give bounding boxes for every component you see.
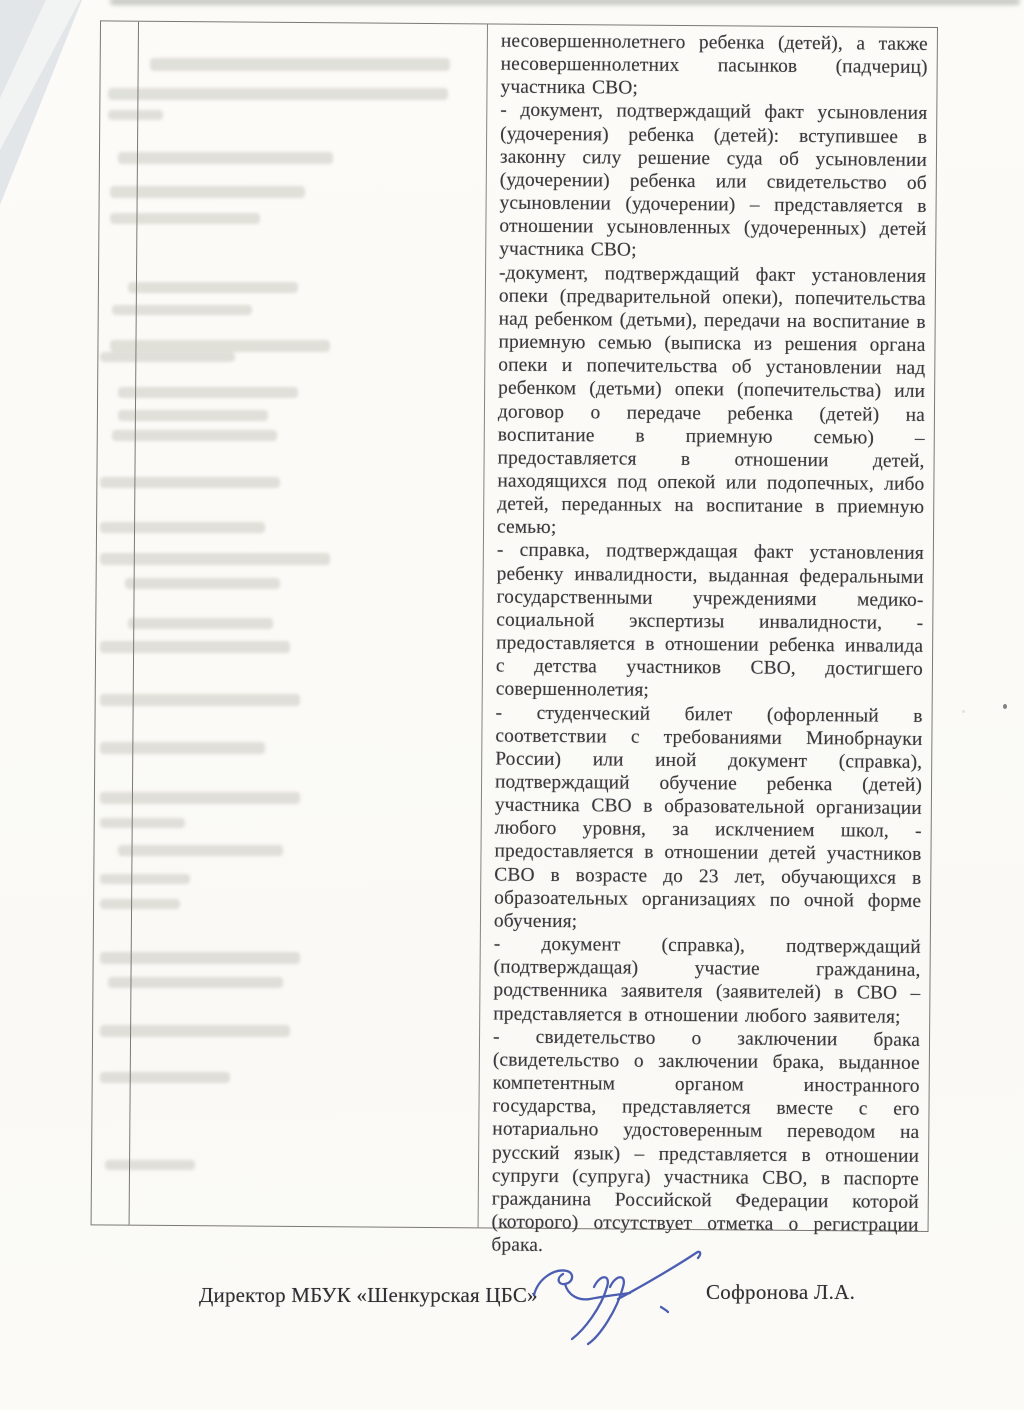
bleed-through-artifact: [125, 578, 280, 589]
bleed-through-artifact: [100, 818, 185, 828]
document-paragraph: - документ, подтверждащий факт усыновления (удочерения) ребенка (детей): вступившее в законну силу решение суда об усыновлении (удочерении) ребенка или свидетельство об усыновлении (удочерении) – представляется в отношении усыновленных (удочеренных) детей участника СВО;: [499, 100, 928, 262]
bleed-through-artifact: [150, 58, 450, 71]
bleed-through-artifact: [100, 352, 235, 362]
bleed-through-artifact: [108, 977, 283, 988]
bleed-through-artifact: [112, 430, 277, 441]
bleed-through-artifact: [118, 152, 333, 164]
bleed-through-artifact: [118, 845, 283, 856]
scan-top-edge-artifact: [110, 0, 1020, 5]
document-paragraph: - свидетельство о заключении брака (свидетельство о заключении брака, выданное компетентным органом иностранного государства, представляется вместе с его нотариально удостоверенным переводом на русский язык) – представляется в отношении супруги (супруга) участника СВО, в паспорте гражданина Российской Федерации которой (которого) отсутствует отметка о регистрации брака.: [491, 1026, 921, 1257]
bleed-through-artifact: [100, 641, 290, 653]
document-paragraph: - документ (справка), подтверждащий (подтверждащая) участие гражданина, родственника заявителя (заявителей) в СВО – представляется в отношении любого заявителя;: [493, 933, 921, 1028]
bleed-through-artifact: [100, 874, 190, 884]
bleed-through-artifact: [100, 952, 300, 964]
bleed-through-artifact: [128, 282, 298, 293]
bleed-through-artifact: [100, 522, 265, 533]
bleed-through-artifact: [100, 899, 180, 909]
bleed-through-artifact: [118, 387, 298, 398]
bleed-through-artifact: [110, 186, 305, 198]
bleed-through-artifact: [100, 1072, 230, 1083]
bleed-through-artifact: [110, 340, 330, 352]
bleed-through-artifact: [100, 1025, 290, 1037]
signatory-title: Директор МБУК «Шенкурская ЦБС»: [199, 1283, 538, 1307]
handwritten-signature-icon: [518, 1243, 718, 1363]
bleed-through-artifact: [100, 553, 330, 565]
ink-speck-artifact: [962, 710, 965, 713]
bleed-through-artifact: [108, 88, 448, 100]
bleed-through-artifact: [105, 1160, 195, 1170]
ink-speck-artifact: [1003, 704, 1007, 709]
bleed-through-artifact: [112, 305, 252, 315]
document-paragraph: - студенческий билет (офорленный в соответствии с требованиями Минобрнауки России) или иной документ (справка), подтверждащий обучение ребенка (детей) участника СВО в образовательной организации любого уровня, за исклчением школ, - предоставляется в отношении детей участников СВО в возрасте до 23 лет, обучающихся в образоательных организациях по очной форме обучения;: [493, 702, 923, 933]
table-cell-requirements-text: [479, 24, 937, 1257]
document-paragraph: -документ, подтверждащий факт установления опеки (предварительной опеки), попечительства над ребенком (детьми), передачи на воспитание в приемную семью (выписка из решения органа опеки и попечительства об установлении над ребенком (детьми) опеки (попечительства) или договор о передаче ребенка (детей) на воспитание в приемную семью) – предоставляется в отношении детей, находящихся под опекой или подопечных, либо детей, переданных на воспитание в приемную семью;: [496, 262, 927, 539]
bleed-through-artifact: [100, 742, 265, 754]
document-paragraph: - справка, подтверждащая факт установления ребенку инвалидности, выданная федеральными государственными учреждениями медико-социальной экспертизы инвалидности, - предоставляется в отношении ребенка инвалида с детства участников СВО, достигшего совершеннолетия;: [495, 539, 924, 702]
signatory-name: Софронова Л.А.: [706, 1280, 856, 1304]
document-paragraph: несовершеннолетнего ребенка (детей), а также несовершеннолетних пасынков (падчериц) участника СВО;: [500, 30, 928, 99]
signature-block: [0, 1252, 1024, 1382]
bleed-through-artifact: [108, 110, 163, 120]
bleed-through-artifact: [100, 694, 300, 706]
bleed-through-artifact: [128, 618, 273, 629]
bleed-through-artifact: [100, 477, 280, 488]
bleed-through-artifact: [110, 213, 260, 224]
bleed-through-artifact: [100, 792, 300, 804]
bleed-through-artifact: [118, 410, 268, 421]
